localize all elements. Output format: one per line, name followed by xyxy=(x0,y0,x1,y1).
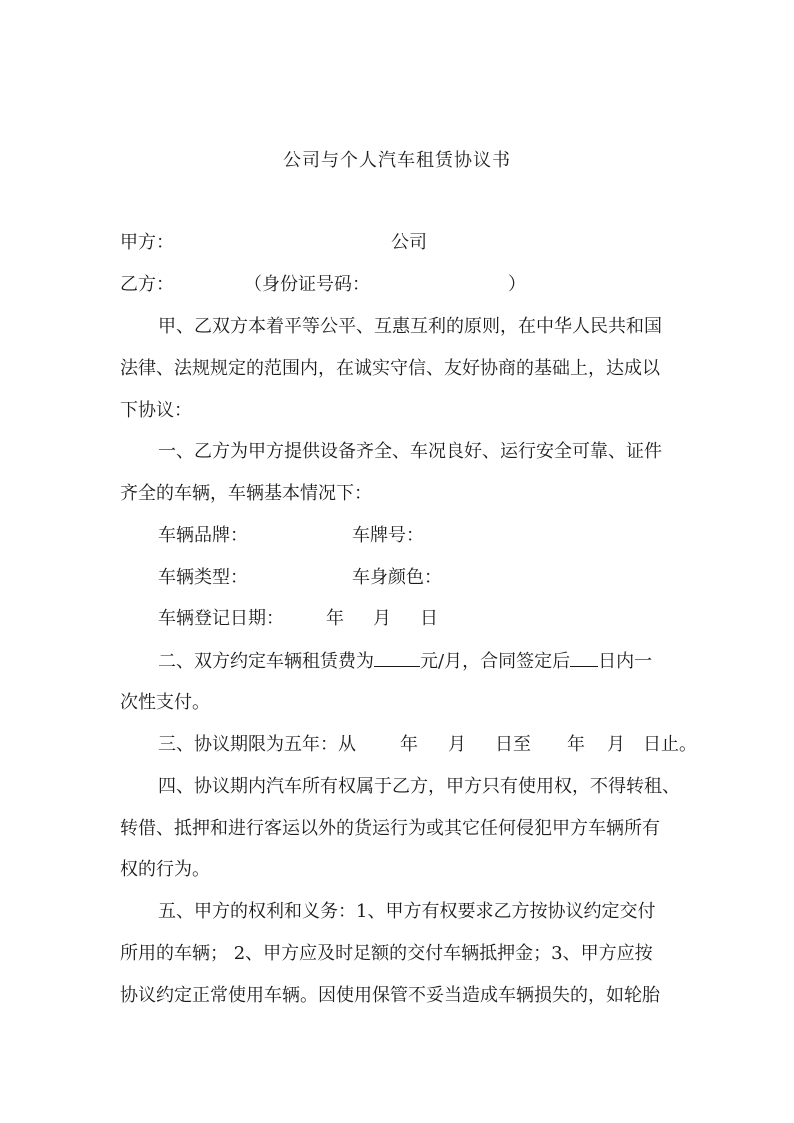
clause2-part1: 二、双方约定车辆租赁费为 xyxy=(158,651,374,672)
clause5-line: 五、甲方的权利和义务：1、甲方有权要求乙方按协议约定交付 xyxy=(158,901,656,922)
vehicle-reg-day: 日 xyxy=(420,608,438,629)
clause5-line: 协议约定正常使用车辆。因使用保管不妥当造成车辆损失的，如轮胎 xyxy=(120,985,660,1006)
clause3-end-year: 年 xyxy=(567,734,585,755)
clause4-line: 权的行为。 xyxy=(120,859,210,880)
document-title: 公司与个人汽车租赁协议书 xyxy=(283,150,511,171)
party-b-id-close: ） xyxy=(508,274,526,295)
party-a-suffix: 公司 xyxy=(391,232,427,253)
vehicle-reg-label: 车辆登记日期： xyxy=(158,608,284,629)
vehicle-color-label: 车身颜色： xyxy=(352,567,442,588)
rent-amount-blank xyxy=(374,648,420,667)
preamble-line: 下协议： xyxy=(120,400,192,421)
clause1-line: 齐全的车辆，车辆基本情况下： xyxy=(120,483,372,504)
party-a-label: 甲方： xyxy=(120,232,174,253)
clause3-end-month: 月 xyxy=(607,734,625,755)
vehicle-plate-label: 车牌号： xyxy=(352,525,424,546)
vehicle-reg-month: 月 xyxy=(373,608,391,629)
clause2-line2: 次性支付。 xyxy=(120,692,210,713)
party-a-line xyxy=(120,230,174,256)
vehicle-reg-year: 年 xyxy=(326,608,344,629)
clause1-line: 一、乙方为甲方提供设备齐全、车况良好、运行安全可靠、证件 xyxy=(158,441,662,462)
clause2-part3: 日内一 xyxy=(598,651,653,672)
clause2-part2: 元/月，合同签定后 xyxy=(420,651,571,672)
payment-days-blank xyxy=(570,648,598,667)
party-b-label: 乙方： xyxy=(120,274,174,295)
clause3-start-year: 年 xyxy=(400,734,418,755)
clause4-line: 四、协议期内汽车所有权属于乙方，甲方只有使用权，不得转租、 xyxy=(158,776,680,797)
preamble-line: 甲、乙双方本着平等公平、互惠互利的原则，在中华人民共和国 xyxy=(158,316,662,337)
clause4-line: 转借、抵押和进行客运以外的货运行为或其它任何侵犯甲方车辆所有 xyxy=(120,818,660,839)
clause3-day-to: 日至 xyxy=(495,734,531,755)
clause5-line: 所用的车辆； 2、甲方应及时足额的交付车辆抵押金；3、甲方应按 xyxy=(120,943,653,964)
clause3-intro: 三、协议期限为五年：从 xyxy=(158,734,356,755)
party-b-id-label: （身份证号码： xyxy=(244,274,370,295)
vehicle-brand-label: 车辆品牌： xyxy=(158,525,248,546)
clause3-day-end: 日止。 xyxy=(643,734,697,755)
clause3-start-month: 月 xyxy=(448,734,466,755)
vehicle-type-label: 车辆类型： xyxy=(158,567,248,588)
clause2-line xyxy=(158,648,652,675)
preamble-line: 法律、法规规定的范围内，在诚实守信、友好协商的基础上，达成以 xyxy=(120,358,660,379)
